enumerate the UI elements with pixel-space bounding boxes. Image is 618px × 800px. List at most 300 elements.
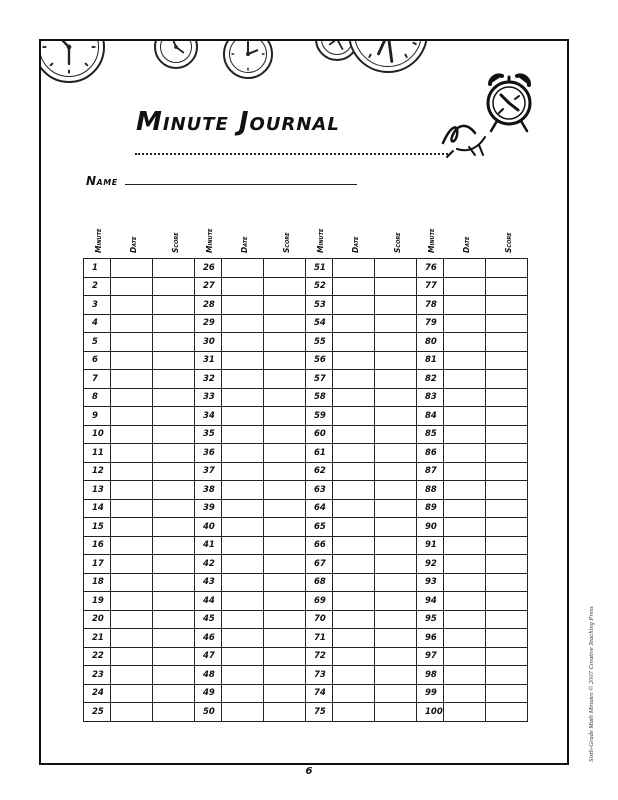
minute-number-cell: 1: [84, 259, 111, 278]
score-cell: [264, 462, 306, 481]
journal-table: [83, 258, 528, 722]
date-cell: [111, 425, 153, 444]
minute-number-cell: 83: [417, 388, 444, 407]
minute-number-cell: 68: [306, 573, 333, 592]
date-cell: [111, 407, 153, 426]
column-header: Minute: [316, 228, 325, 253]
minute-number-cell: 53: [306, 296, 333, 315]
score-cell: [375, 573, 417, 592]
minute-number-cell: 78: [417, 296, 444, 315]
date-cell: [222, 592, 264, 611]
column-header: Score: [282, 232, 291, 253]
minute-number-cell: 55: [306, 333, 333, 352]
date-cell: [333, 684, 375, 703]
minute-number-cell: 50: [195, 703, 222, 722]
minute-number-cell: 40: [195, 518, 222, 537]
date-cell: [222, 370, 264, 389]
date-cell: [444, 351, 486, 370]
score-cell: [375, 333, 417, 352]
date-cell: [333, 444, 375, 463]
minute-number-cell: 8: [84, 388, 111, 407]
date-cell: [222, 610, 264, 629]
score-cell: [375, 462, 417, 481]
date-cell: [111, 499, 153, 518]
score-cell: [153, 351, 195, 370]
date-cell: [222, 462, 264, 481]
minute-number-cell: 70: [306, 610, 333, 629]
minute-number-cell: 84: [417, 407, 444, 426]
score-cell: [486, 444, 528, 463]
date-cell: [222, 573, 264, 592]
table-row: [84, 425, 528, 444]
minute-number-cell: 11: [84, 444, 111, 463]
minute-number-cell: 3: [84, 296, 111, 315]
date-cell: [111, 573, 153, 592]
date-cell: [111, 555, 153, 574]
minute-number-cell: 39: [195, 499, 222, 518]
table-row: [84, 444, 528, 463]
score-cell: [153, 333, 195, 352]
minute-number-cell: 64: [306, 499, 333, 518]
date-cell: [111, 388, 153, 407]
score-cell: [486, 647, 528, 666]
column-header: Minute: [427, 228, 436, 253]
date-cell: [111, 610, 153, 629]
minute-number-cell: 56: [306, 351, 333, 370]
date-cell: [333, 610, 375, 629]
table-row: [84, 351, 528, 370]
date-cell: [333, 333, 375, 352]
column-header: Score: [393, 232, 402, 253]
score-cell: [375, 296, 417, 315]
minute-number-cell: 7: [84, 370, 111, 389]
date-cell: [444, 536, 486, 555]
table-row: [84, 610, 528, 629]
page-title: Minute Journal: [136, 107, 340, 137]
date-cell: [444, 444, 486, 463]
date-cell: [444, 425, 486, 444]
date-cell: [111, 481, 153, 500]
minute-number-cell: 85: [417, 425, 444, 444]
score-cell: [264, 481, 306, 500]
minute-number-cell: 51: [306, 259, 333, 278]
score-cell: [153, 499, 195, 518]
date-cell: [111, 296, 153, 315]
score-cell: [486, 536, 528, 555]
minute-number-cell: 33: [195, 388, 222, 407]
minute-number-cell: 91: [417, 536, 444, 555]
table-row: [84, 536, 528, 555]
date-cell: [333, 629, 375, 648]
score-cell: [375, 703, 417, 722]
minute-number-cell: 45: [195, 610, 222, 629]
score-cell: [486, 425, 528, 444]
score-cell: [486, 703, 528, 722]
score-cell: [153, 277, 195, 296]
score-cell: [375, 518, 417, 537]
score-cell: [486, 610, 528, 629]
minute-number-cell: 92: [417, 555, 444, 574]
score-cell: [486, 314, 528, 333]
table-row: [84, 666, 528, 685]
date-cell: [333, 481, 375, 500]
minute-number-cell: 52: [306, 277, 333, 296]
score-cell: [153, 296, 195, 315]
minute-number-cell: 34: [195, 407, 222, 426]
minute-number-cell: 16: [84, 536, 111, 555]
date-cell: [111, 259, 153, 278]
table-row: [84, 647, 528, 666]
table-row: [84, 370, 528, 389]
date-cell: [333, 499, 375, 518]
minute-number-cell: 31: [195, 351, 222, 370]
score-cell: [375, 370, 417, 389]
table-row: [84, 684, 528, 703]
score-cell: [264, 314, 306, 333]
date-cell: [333, 370, 375, 389]
column-header: Score: [171, 232, 180, 253]
score-cell: [264, 333, 306, 352]
date-cell: [222, 407, 264, 426]
score-cell: [264, 647, 306, 666]
score-cell: [375, 425, 417, 444]
score-cell: [375, 351, 417, 370]
minute-number-cell: 57: [306, 370, 333, 389]
minute-number-cell: 73: [306, 666, 333, 685]
score-cell: [264, 425, 306, 444]
date-cell: [333, 703, 375, 722]
score-cell: [375, 481, 417, 500]
date-cell: [444, 573, 486, 592]
minute-number-cell: 65: [306, 518, 333, 537]
score-cell: [486, 481, 528, 500]
minute-number-cell: 43: [195, 573, 222, 592]
minute-number-cell: 58: [306, 388, 333, 407]
date-cell: [111, 462, 153, 481]
score-cell: [486, 370, 528, 389]
date-cell: [222, 536, 264, 555]
minute-number-cell: 32: [195, 370, 222, 389]
minute-number-cell: 90: [417, 518, 444, 537]
score-cell: [153, 314, 195, 333]
minute-number-cell: 14: [84, 499, 111, 518]
table-row: [84, 314, 528, 333]
minute-number-cell: 21: [84, 629, 111, 648]
score-cell: [375, 499, 417, 518]
minute-number-cell: 9: [84, 407, 111, 426]
minute-number-cell: 89: [417, 499, 444, 518]
date-cell: [444, 629, 486, 648]
score-cell: [486, 573, 528, 592]
minute-number-cell: 46: [195, 629, 222, 648]
minute-number-cell: 88: [417, 481, 444, 500]
date-cell: [333, 555, 375, 574]
minute-number-cell: 6: [84, 351, 111, 370]
score-cell: [153, 703, 195, 722]
date-cell: [444, 703, 486, 722]
minute-number-cell: 77: [417, 277, 444, 296]
minute-number-cell: 23: [84, 666, 111, 685]
date-cell: [333, 351, 375, 370]
minute-number-cell: 59: [306, 407, 333, 426]
minute-number-cell: 99: [417, 684, 444, 703]
score-cell: [153, 388, 195, 407]
date-cell: [222, 555, 264, 574]
minute-number-cell: 15: [84, 518, 111, 537]
name-label: Name: [86, 174, 118, 188]
score-cell: [486, 499, 528, 518]
date-cell: [222, 481, 264, 500]
score-cell: [486, 629, 528, 648]
score-cell: [264, 536, 306, 555]
date-cell: [222, 647, 264, 666]
minute-number-cell: 19: [84, 592, 111, 611]
score-cell: [264, 296, 306, 315]
minute-number-cell: 96: [417, 629, 444, 648]
score-cell: [264, 499, 306, 518]
date-cell: [111, 666, 153, 685]
date-cell: [222, 444, 264, 463]
minute-number-cell: 44: [195, 592, 222, 611]
minute-number-cell: 30: [195, 333, 222, 352]
score-cell: [375, 388, 417, 407]
score-cell: [153, 462, 195, 481]
date-cell: [444, 555, 486, 574]
score-cell: [264, 351, 306, 370]
name-field-line: [125, 184, 357, 185]
table-row: [84, 518, 528, 537]
date-cell: [222, 296, 264, 315]
clock-icon: [154, 39, 198, 69]
date-cell: [111, 370, 153, 389]
minute-number-cell: 48: [195, 666, 222, 685]
minute-number-cell: 60: [306, 425, 333, 444]
minute-number-cell: 95: [417, 610, 444, 629]
minute-number-cell: 26: [195, 259, 222, 278]
minute-number-cell: 2: [84, 277, 111, 296]
score-cell: [153, 684, 195, 703]
date-cell: [111, 592, 153, 611]
minute-number-cell: 79: [417, 314, 444, 333]
table-row: [84, 333, 528, 352]
table-row: [84, 481, 528, 500]
column-header: Date: [462, 236, 471, 253]
minute-number-cell: 94: [417, 592, 444, 611]
score-cell: [153, 536, 195, 555]
score-cell: [375, 407, 417, 426]
score-cell: [264, 555, 306, 574]
minute-number-cell: 38: [195, 481, 222, 500]
score-cell: [153, 647, 195, 666]
date-cell: [444, 259, 486, 278]
score-cell: [375, 555, 417, 574]
date-cell: [333, 536, 375, 555]
score-cell: [264, 703, 306, 722]
date-cell: [333, 518, 375, 537]
minute-number-cell: 98: [417, 666, 444, 685]
table-row: [84, 388, 528, 407]
minute-number-cell: 69: [306, 592, 333, 611]
score-cell: [153, 592, 195, 611]
minute-number-cell: 100: [417, 703, 444, 722]
score-cell: [486, 388, 528, 407]
column-header: Score: [504, 232, 513, 253]
date-cell: [333, 592, 375, 611]
minute-number-cell: 76: [417, 259, 444, 278]
minute-number-cell: 20: [84, 610, 111, 629]
date-cell: [444, 481, 486, 500]
column-headers: [83, 205, 525, 257]
minute-number-cell: 35: [195, 425, 222, 444]
score-cell: [486, 684, 528, 703]
minute-number-cell: 97: [417, 647, 444, 666]
score-cell: [375, 629, 417, 648]
minute-number-cell: 47: [195, 647, 222, 666]
column-header: Date: [129, 236, 138, 253]
date-cell: [333, 462, 375, 481]
minute-number-cell: 49: [195, 684, 222, 703]
minute-number-cell: 36: [195, 444, 222, 463]
score-cell: [264, 629, 306, 648]
minute-number-cell: 18: [84, 573, 111, 592]
clock-icon: [39, 39, 105, 83]
date-cell: [444, 647, 486, 666]
date-cell: [444, 277, 486, 296]
date-cell: [333, 425, 375, 444]
date-cell: [222, 703, 264, 722]
date-cell: [222, 666, 264, 685]
date-cell: [444, 592, 486, 611]
title-underline: [135, 153, 451, 155]
score-cell: [153, 666, 195, 685]
minute-number-cell: 37: [195, 462, 222, 481]
score-cell: [375, 277, 417, 296]
date-cell: [444, 296, 486, 315]
page-frame: [39, 39, 569, 765]
date-cell: [222, 351, 264, 370]
date-cell: [111, 629, 153, 648]
score-cell: [153, 481, 195, 500]
date-cell: [222, 629, 264, 648]
clock-icon: [348, 39, 428, 73]
date-cell: [111, 333, 153, 352]
minute-number-cell: 12: [84, 462, 111, 481]
score-cell: [375, 592, 417, 611]
date-cell: [222, 259, 264, 278]
table-row: [84, 296, 528, 315]
minute-number-cell: 54: [306, 314, 333, 333]
page-number: 6: [305, 766, 313, 777]
alarm-clock-icon: [439, 69, 551, 165]
minute-number-cell: 13: [84, 481, 111, 500]
date-cell: [333, 277, 375, 296]
column-header: Date: [240, 236, 249, 253]
score-cell: [153, 629, 195, 648]
minute-number-cell: 82: [417, 370, 444, 389]
table-row: [84, 573, 528, 592]
date-cell: [111, 314, 153, 333]
date-cell: [222, 277, 264, 296]
minute-number-cell: 71: [306, 629, 333, 648]
score-cell: [486, 666, 528, 685]
score-cell: [153, 370, 195, 389]
score-cell: [486, 296, 528, 315]
minute-number-cell: 66: [306, 536, 333, 555]
minute-number-cell: 17: [84, 555, 111, 574]
score-cell: [486, 351, 528, 370]
minute-number-cell: 24: [84, 684, 111, 703]
date-cell: [222, 388, 264, 407]
table-row: [84, 499, 528, 518]
minute-number-cell: 41: [195, 536, 222, 555]
score-cell: [264, 573, 306, 592]
date-cell: [444, 684, 486, 703]
date-cell: [222, 333, 264, 352]
score-cell: [486, 592, 528, 611]
table-row: [84, 555, 528, 574]
score-cell: [153, 610, 195, 629]
minute-number-cell: 67: [306, 555, 333, 574]
score-cell: [375, 610, 417, 629]
minute-number-cell: 63: [306, 481, 333, 500]
score-cell: [264, 518, 306, 537]
table-row: [84, 629, 528, 648]
date-cell: [444, 499, 486, 518]
date-cell: [111, 277, 153, 296]
score-cell: [375, 666, 417, 685]
minute-number-cell: 87: [417, 462, 444, 481]
score-cell: [486, 462, 528, 481]
score-cell: [375, 314, 417, 333]
minute-number-cell: 80: [417, 333, 444, 352]
date-cell: [333, 296, 375, 315]
score-cell: [264, 277, 306, 296]
minute-number-cell: 5: [84, 333, 111, 352]
date-cell: [222, 518, 264, 537]
minute-number-cell: 93: [417, 573, 444, 592]
minute-number-cell: 4: [84, 314, 111, 333]
minute-number-cell: 25: [84, 703, 111, 722]
score-cell: [486, 518, 528, 537]
table-row: [84, 259, 528, 278]
date-cell: [222, 314, 264, 333]
score-cell: [153, 444, 195, 463]
date-cell: [111, 518, 153, 537]
minute-number-cell: 29: [195, 314, 222, 333]
date-cell: [222, 499, 264, 518]
date-cell: [333, 573, 375, 592]
score-cell: [375, 259, 417, 278]
minute-number-cell: 42: [195, 555, 222, 574]
score-cell: [264, 684, 306, 703]
score-cell: [153, 518, 195, 537]
minute-number-cell: 61: [306, 444, 333, 463]
minute-number-cell: 27: [195, 277, 222, 296]
score-cell: [375, 444, 417, 463]
score-cell: [153, 407, 195, 426]
date-cell: [444, 610, 486, 629]
date-cell: [444, 388, 486, 407]
score-cell: [153, 573, 195, 592]
score-cell: [375, 647, 417, 666]
score-cell: [264, 388, 306, 407]
score-cell: [264, 610, 306, 629]
date-cell: [444, 462, 486, 481]
date-cell: [111, 536, 153, 555]
date-cell: [333, 314, 375, 333]
date-cell: [333, 647, 375, 666]
column-header: Minute: [205, 228, 214, 253]
